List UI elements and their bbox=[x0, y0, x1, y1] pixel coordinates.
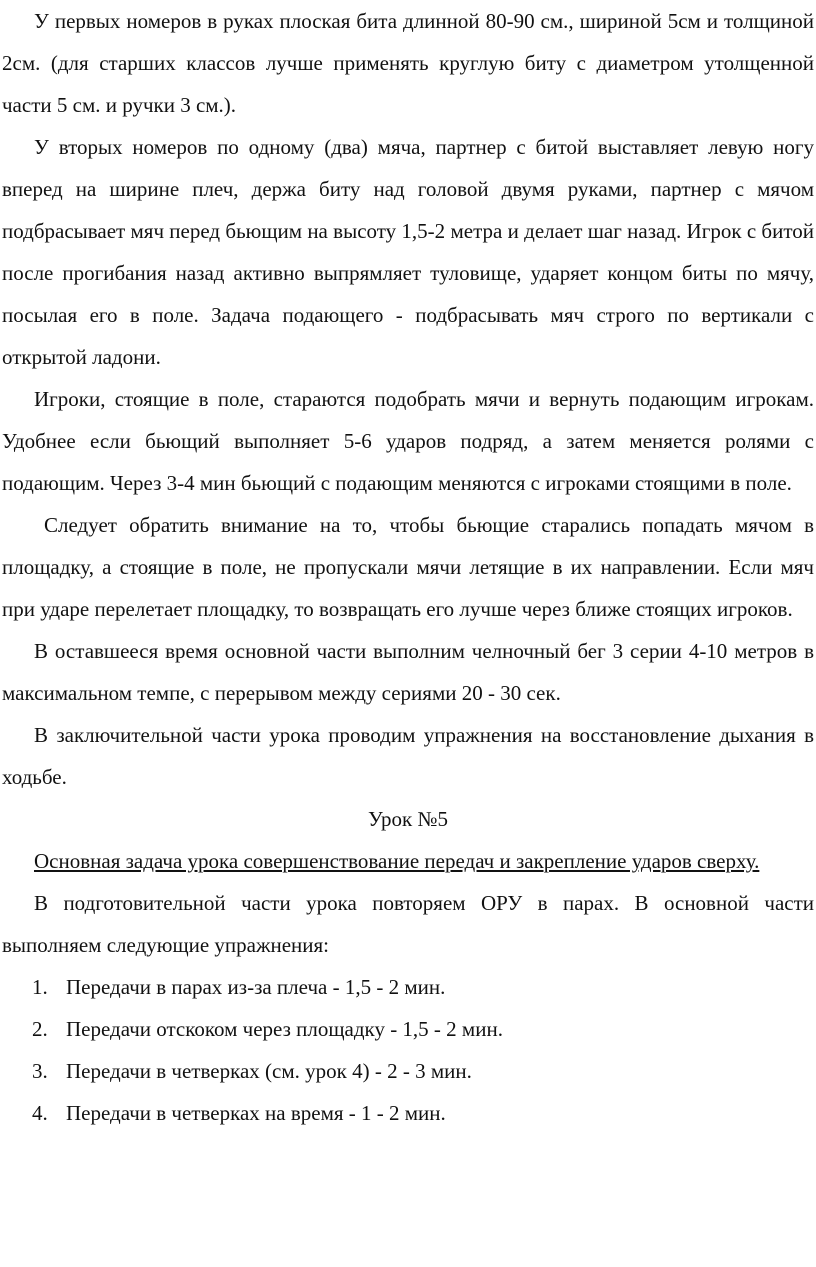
list-item bbox=[2, 1008, 814, 1050]
list-item bbox=[2, 1050, 814, 1092]
list-item-text: Передачи в парах из-за плеча - 1,5 - 2 мин. bbox=[66, 975, 446, 999]
paragraph-bat-description: У первых номеров в руках плоская бита длинной 80-90 см., шириной 5см и толщиной 2см. (для старших классов лучше применять круглую биту с диаметром утолщенной части 5 см. и ручки 3 см.). bbox=[2, 9, 814, 117]
list-item-number: 2. bbox=[32, 1017, 48, 1041]
paragraph-shuttle-run: В оставшееся время основной части выполним челночный бег 3 серии 4-10 метров в максимальном темпе, с перерывом между сериями 20 - 30 сек. bbox=[2, 639, 814, 705]
lesson-intro: В подготовительной части урока повторяем ОРУ в парах. В основной части выполняем следующие упражнения: bbox=[2, 891, 814, 957]
paragraph-attention-note: Следует обратить внимание на то, чтобы бьющие старались попадать мячом в площадку, а стоящие в поле, не пропускали мячи летящие в их направлении. Если мяч при ударе перелетает площадку, то возвращать его лучше через ближе стоящих игроков. bbox=[2, 513, 814, 621]
paragraph-final-part: В заключительной части урока проводим упражнения на восстановление дыхания в ходьбе. bbox=[2, 723, 814, 789]
lesson-heading: Урок №5 bbox=[367, 807, 448, 831]
list-item bbox=[2, 1092, 814, 1134]
list-item-text: Передачи в четверках на время - 1 - 2 мин. bbox=[66, 1101, 446, 1125]
exercise-list bbox=[2, 966, 814, 1134]
list-item-text: Передачи в четверках (см. урок 4) - 2 - 3 мин. bbox=[66, 1059, 472, 1083]
paragraph-second-players: У вторых номеров по одному (два) мяча, партнер с битой выставляет левую ногу вперед на ширине плеч, держа биту над головой двумя руками, партнер с мячом подбрасывает мяч перед бьющим на высоту 1,5-2 метра и делает шаг назад. Игрок с битой после прогибания назад активно выпрямляет туловище, ударяет концом биты по мячу, посылая его в поле. Задача подающего - подбрасывать мяч строго по вертикали с открытой ладони. bbox=[2, 135, 814, 369]
list-item-text: Передачи отскоком через площадку - 1,5 - 2 мин. bbox=[66, 1017, 503, 1041]
list-item-number: 4. bbox=[32, 1101, 48, 1125]
list-item-number: 1. bbox=[32, 975, 48, 999]
paragraph-field-players: Игроки, стоящие в поле, стараются подобрать мячи и вернуть подающим игрокам. Удобнее если бьющий выполняет 5-6 ударов подряд, а затем меняется ролями с подающим. Через 3-4 мин бьющий с подающим меняются с игроками стоящими в поле. bbox=[2, 387, 814, 495]
list-item bbox=[2, 966, 814, 1008]
document-body bbox=[2, 0, 814, 1134]
lesson-task: Основная задача урока совершенствование передач и закрепление ударов сверху. bbox=[34, 849, 760, 873]
list-item-number: 3. bbox=[32, 1059, 48, 1083]
